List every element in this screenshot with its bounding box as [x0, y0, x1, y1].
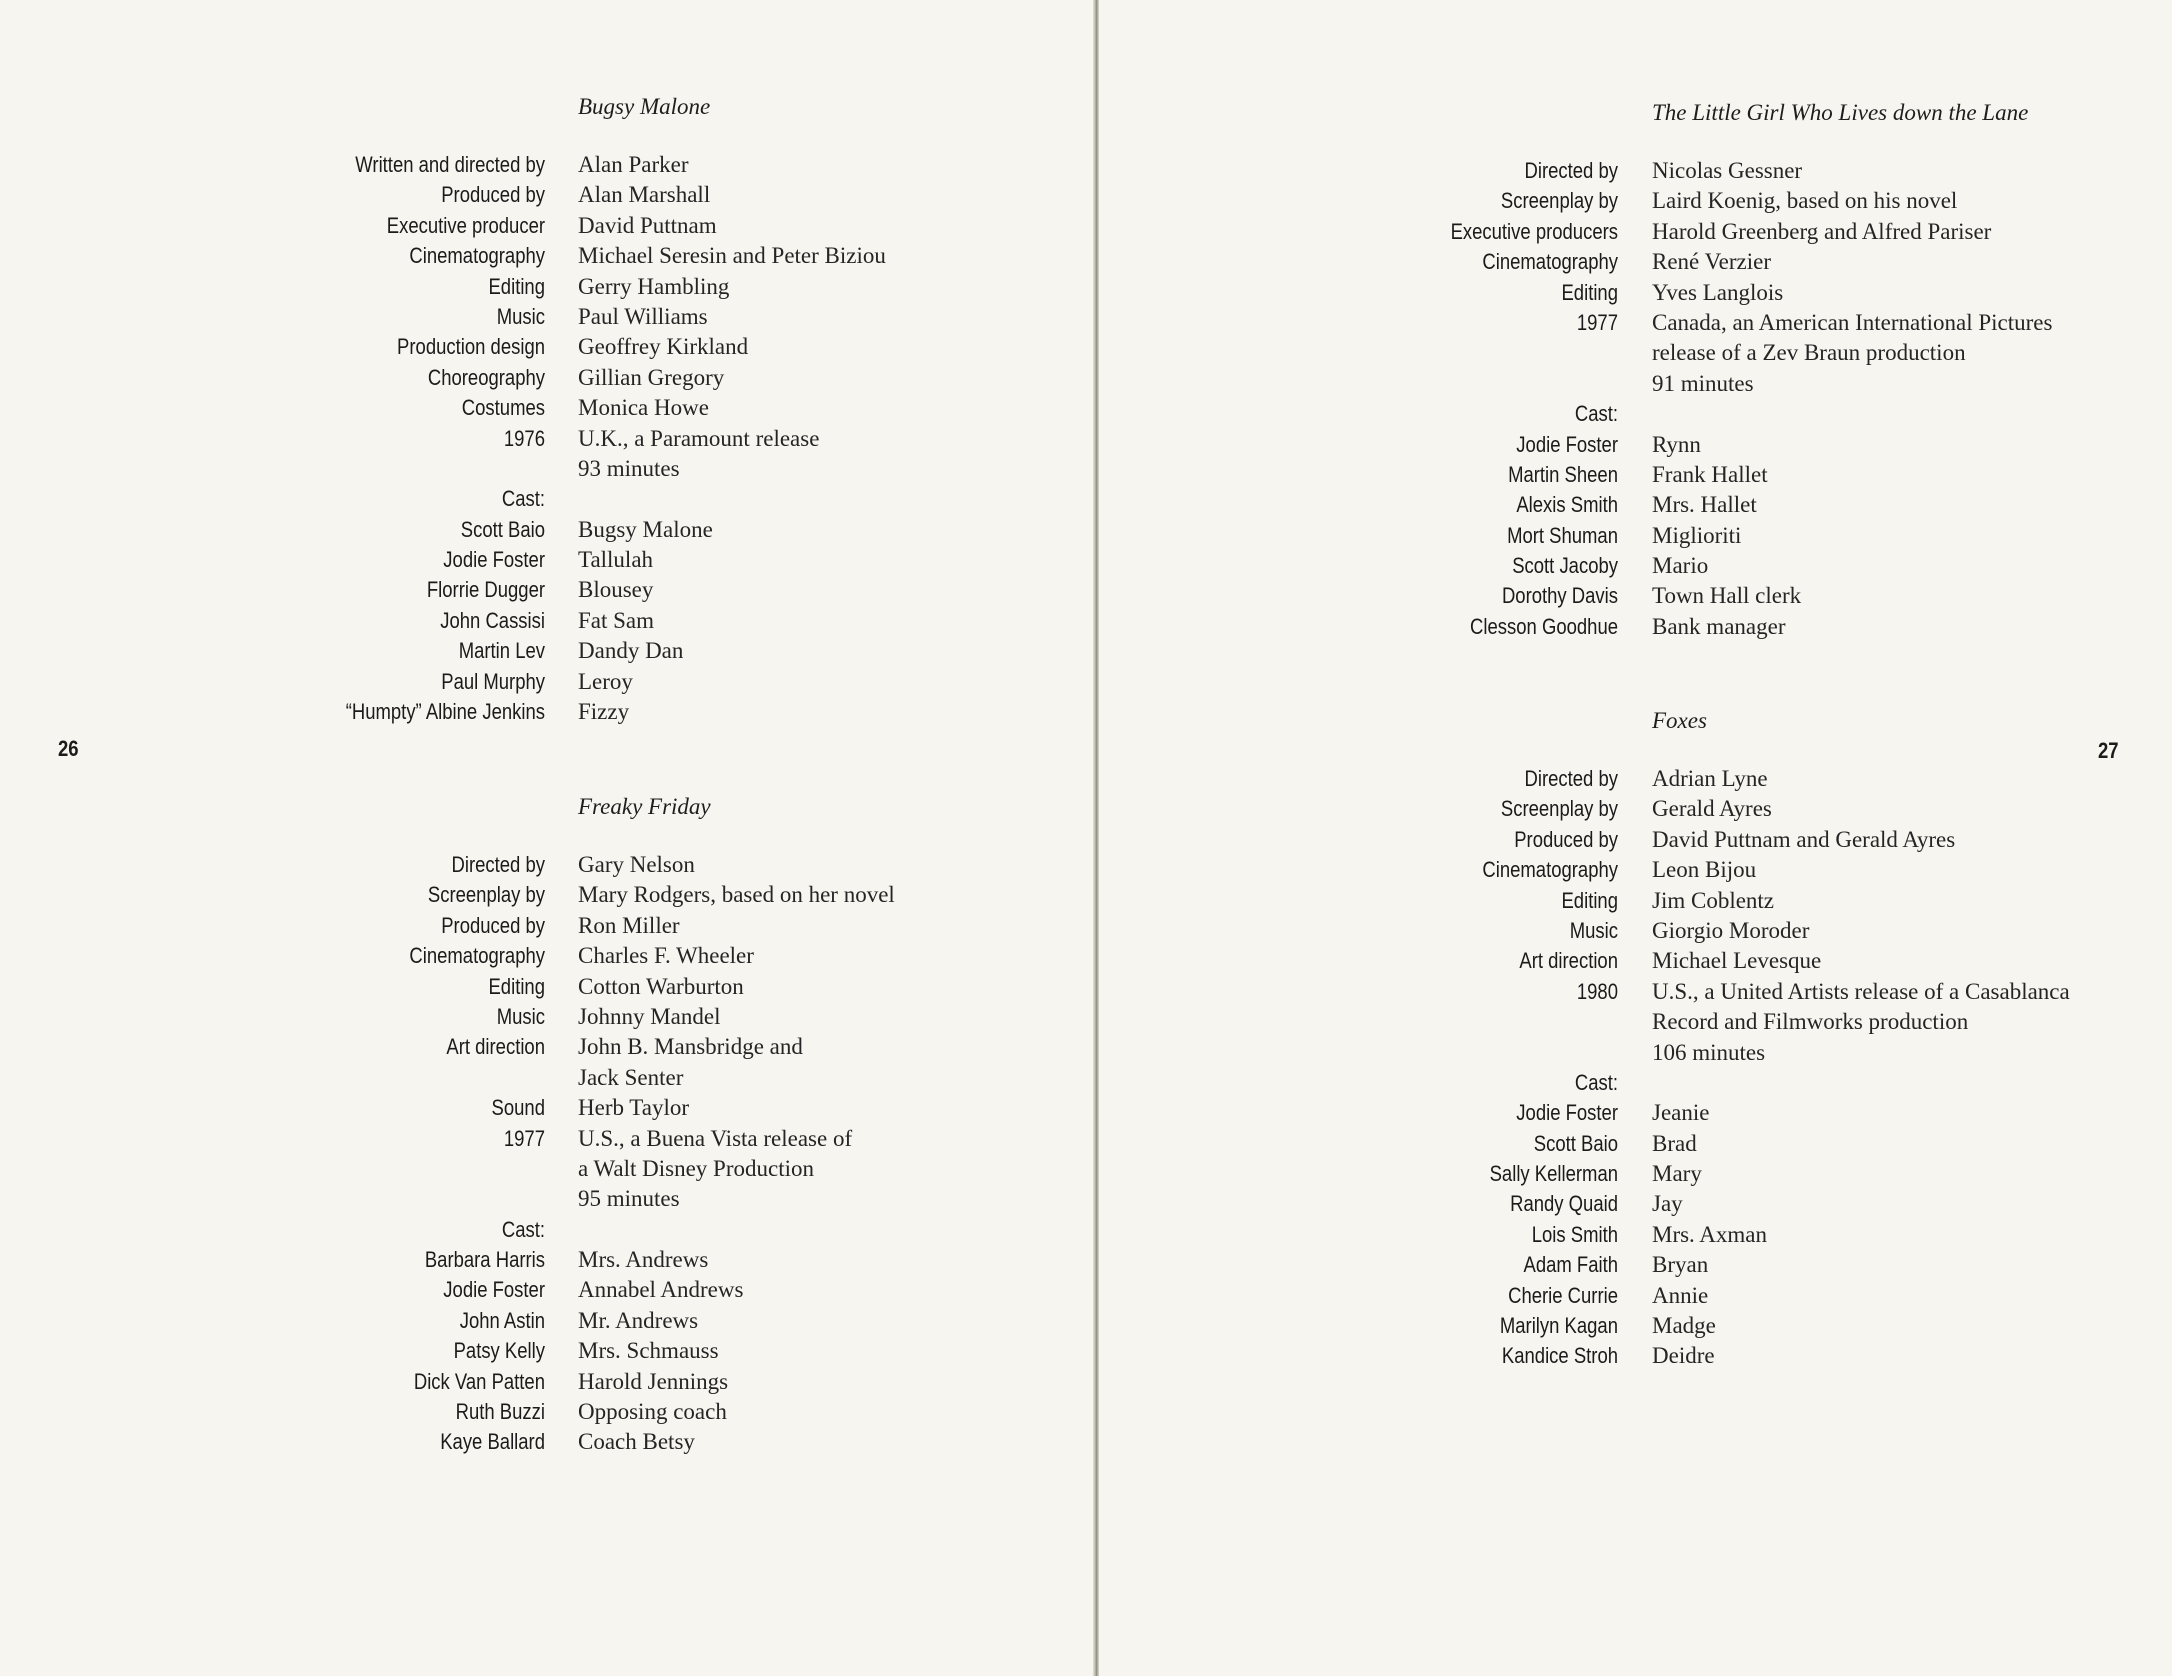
credit-value: Gerald Ayres	[1652, 796, 1772, 822]
credit-row	[280, 211, 886, 241]
credit-label: Choreography	[427, 364, 545, 390]
credit-row	[1075, 886, 2070, 916]
credit-value: Mrs. Axman	[1652, 1221, 1767, 1247]
credit-row	[280, 1336, 895, 1366]
credit-label: Production design	[397, 334, 545, 360]
credits-list	[1075, 156, 2052, 642]
credit-value: Coach Betsy	[578, 1429, 695, 1455]
credit-value: Record and Filmworks production	[1652, 1009, 1969, 1035]
credit-value: Miglioriti	[1652, 522, 1742, 548]
credit-row	[280, 880, 895, 910]
credit-label: Cast:	[1574, 1069, 1618, 1095]
credit-value: Rynn	[1652, 431, 1701, 457]
credit-value: Monica Howe	[578, 395, 709, 421]
film-title: Bugsy Malone	[578, 94, 711, 119]
credit-row	[1075, 186, 2052, 216]
credit-label: Jodie Foster	[443, 547, 545, 573]
credit-value: 95 minutes	[578, 1186, 680, 1212]
credit-label: 1977	[503, 1125, 545, 1151]
credit-value: 93 minutes	[578, 455, 680, 481]
credit-value: Mr. Andrews	[578, 1307, 699, 1333]
credit-label: Directed by	[1524, 766, 1618, 791]
credit-label: Cinematography	[409, 243, 545, 269]
film-bugsy-malone	[280, 92, 886, 727]
credit-value: Paul Williams	[578, 303, 708, 329]
credit-label: Ruth Buzzi	[455, 1399, 545, 1425]
film-title: The Little Girl Who Lives down the Lane	[1652, 100, 2029, 125]
credit-value: Bank manager	[1652, 613, 1786, 639]
credit-row	[1075, 1007, 2070, 1037]
credit-value: Dandy Dan	[578, 638, 684, 664]
credit-label: Editing	[488, 273, 545, 299]
credit-value: Nicolas Gessner	[1652, 158, 1803, 183]
credits-list	[1075, 764, 2070, 1372]
credit-value: Cotton Warburton	[578, 973, 744, 999]
credit-label: 1976	[503, 425, 545, 451]
credit-label: Screenplay by	[427, 882, 545, 908]
credit-row	[1075, 1281, 2070, 1311]
credit-row	[280, 302, 886, 332]
credit-row	[280, 454, 886, 484]
credit-value: Brad	[1652, 1130, 1697, 1156]
credit-label: John Cassisi	[440, 607, 545, 633]
credit-label: Jodie Foster	[1516, 1100, 1618, 1126]
credit-row	[1075, 308, 2052, 338]
credit-row	[280, 1002, 895, 1032]
credit-value: U.S., a Buena Vista release of	[578, 1125, 853, 1151]
film-title: Foxes	[1652, 708, 1707, 733]
credit-value: Bryan	[1652, 1252, 1709, 1278]
credit-row	[1075, 1220, 2070, 1250]
credit-row	[1075, 946, 2070, 976]
credit-label: Produced by	[1514, 826, 1618, 852]
credit-label	[322, 1154, 545, 1184]
page-number-right: 27	[2097, 738, 2119, 763]
credit-value: Ron Miller	[578, 912, 680, 938]
credit-row	[280, 1397, 895, 1427]
credit-row	[1075, 490, 2052, 520]
credit-value: Geoffrey Kirkland	[578, 334, 749, 360]
credit-label: Jodie Foster	[443, 1277, 545, 1303]
film-little-girl	[1075, 98, 2052, 642]
film-title: Freaky Friday	[578, 794, 711, 819]
credit-row	[1075, 1098, 2070, 1128]
credit-value: Mrs. Schmauss	[578, 1338, 719, 1364]
credit-value: Town Hall clerk	[1652, 583, 1802, 609]
credit-row	[280, 545, 886, 575]
credit-row	[280, 1063, 895, 1093]
credit-value: Michael Seresin and Peter Biziou	[578, 243, 886, 269]
credit-label: Paul Murphy	[441, 668, 545, 694]
credit-row	[1075, 612, 2052, 642]
credit-value: John B. Mansbridge and	[578, 1034, 803, 1060]
credit-label: Adam Faith	[1523, 1252, 1618, 1278]
credit-label	[1162, 338, 1618, 368]
credit-row	[280, 1427, 895, 1457]
credit-value: Johnny Mandel	[578, 1003, 721, 1029]
credit-label: Cast:	[501, 1216, 545, 1242]
credit-value: Annabel Andrews	[578, 1277, 744, 1303]
credit-label: Screenplay by	[1500, 188, 1618, 214]
credit-label: Alexis Smith	[1516, 492, 1618, 518]
credit-value: Jim Coblentz	[1652, 887, 1775, 913]
credit-label: Produced by	[441, 912, 545, 938]
credit-value: Jeanie	[1652, 1100, 1710, 1126]
credit-row	[280, 972, 895, 1002]
credit-label: Directed by	[1524, 158, 1618, 183]
credit-label	[322, 454, 545, 484]
credit-row	[1075, 794, 2070, 824]
credit-value: Leroy	[578, 668, 633, 694]
credit-row	[280, 363, 886, 393]
credit-row	[280, 911, 895, 941]
credit-label: Cinematography	[1482, 857, 1618, 883]
credit-label: Florrie Dugger	[426, 577, 545, 603]
credit-value: Madge	[1652, 1313, 1716, 1339]
credit-label: Scott Baio	[1533, 1130, 1618, 1156]
credit-row	[280, 484, 886, 514]
credit-value: Yves Langlois	[1652, 279, 1784, 305]
credit-value: Canada, an American International Pictures	[1652, 309, 2053, 335]
credit-row	[1075, 1311, 2070, 1341]
credit-label: Clesson Goodhue	[1470, 613, 1618, 639]
credit-row	[280, 1154, 895, 1184]
credit-value: David Puttnam	[578, 212, 717, 238]
credit-row	[280, 1184, 895, 1214]
credit-value: Opposing coach	[578, 1399, 727, 1425]
credit-row	[1075, 977, 2070, 1007]
credit-label: Scott Baio	[460, 516, 545, 542]
credit-value: Mary Rodgers, based on her novel	[578, 882, 895, 908]
credit-row	[1075, 399, 2052, 429]
credit-value: 91 minutes	[1652, 370, 1754, 396]
credit-value: Mario	[1652, 553, 1709, 579]
credit-label: Screenplay by	[1500, 796, 1618, 822]
credit-value: U.S., a United Artists release of a Casablanca	[1652, 978, 2070, 1004]
credit-value: Gerry Hambling	[578, 273, 730, 299]
credit-row	[1075, 521, 2052, 551]
credit-row	[280, 1306, 895, 1336]
credit-row	[1075, 247, 2052, 277]
credit-label	[322, 1063, 545, 1093]
credit-row	[1075, 916, 2070, 946]
film-foxes	[1075, 706, 2070, 1372]
credit-row	[280, 1215, 895, 1245]
credits-list	[280, 150, 886, 727]
credit-label: Music	[496, 1003, 545, 1029]
credit-row	[1075, 1250, 2070, 1280]
credit-label: Executive producers	[1450, 218, 1618, 244]
credit-row	[280, 575, 886, 605]
film-freaky-friday	[280, 792, 895, 1458]
credit-row	[1075, 764, 2070, 794]
credit-label: Editing	[1561, 887, 1618, 913]
credit-value: Tallulah	[578, 547, 654, 573]
credit-label: Music	[496, 303, 545, 329]
credit-label	[1162, 1007, 1618, 1037]
credit-label: “Humpty” Albine Jenkins	[345, 699, 545, 725]
credit-label: Executive producer	[386, 212, 545, 238]
credit-label: Editing	[488, 973, 545, 999]
credit-label: Kandice Stroh	[1501, 1343, 1618, 1369]
credit-label: Marilyn Kagan	[1499, 1313, 1618, 1339]
credit-label: Directed by	[451, 852, 545, 877]
credit-value: Adrian Lyne	[1652, 766, 1768, 791]
credit-label: Dick Van Patten	[413, 1368, 545, 1394]
credit-label: Art direction	[1519, 948, 1618, 974]
credit-value: Mrs. Andrews	[578, 1247, 709, 1273]
credit-row	[1075, 217, 2052, 247]
credit-row	[1075, 430, 2052, 460]
credit-row	[280, 1032, 895, 1062]
credit-label: Randy Quaid	[1510, 1191, 1618, 1217]
credit-row	[280, 1245, 895, 1275]
credit-value: David Puttnam and Gerald Ayres	[1652, 826, 1956, 852]
page-number-left: 26	[57, 736, 79, 761]
credit-label: Costumes	[461, 395, 545, 421]
credit-value: Annie	[1652, 1282, 1709, 1308]
credit-row	[1075, 278, 2052, 308]
credit-value: Blousey	[578, 577, 654, 603]
credit-label	[322, 1184, 545, 1214]
credit-value: 106 minutes	[1652, 1039, 1766, 1065]
credit-label: Cast:	[501, 486, 545, 512]
credit-label: Editing	[1561, 279, 1618, 305]
credit-row	[280, 241, 886, 271]
credit-row	[280, 150, 886, 180]
credit-label: Jodie Foster	[1516, 431, 1618, 457]
credit-label: Written and directed by	[355, 152, 545, 177]
credit-row	[280, 1275, 895, 1305]
credit-row	[280, 332, 886, 362]
credit-row	[280, 606, 886, 636]
credit-row	[1075, 1068, 2070, 1098]
credit-label: Barbara Harris	[424, 1247, 545, 1273]
credit-row	[1075, 156, 2052, 186]
credit-label: Cinematography	[1482, 249, 1618, 275]
credit-value: Giorgio Moroder	[1652, 917, 1810, 943]
credit-value: Deidre	[1652, 1343, 1715, 1369]
credit-value: Laird Koenig, based on his novel	[1652, 188, 1958, 214]
credit-row	[280, 697, 886, 727]
credit-row	[1075, 338, 2052, 368]
credit-value: release of a Zev Braun production	[1652, 340, 1966, 366]
credit-label: Cherie Currie	[1508, 1282, 1618, 1308]
credit-row	[280, 636, 886, 666]
credit-label: Lois Smith	[1531, 1221, 1618, 1247]
credit-value: Gary Nelson	[578, 852, 695, 877]
credit-label: Sally Kellerman	[1489, 1161, 1618, 1187]
credit-value: Harold Jennings	[578, 1368, 729, 1394]
credit-value: Leon Bijou	[1652, 857, 1757, 883]
credit-row	[1075, 825, 2070, 855]
credit-label: Mort Shuman	[1507, 522, 1618, 548]
credit-row	[280, 1367, 895, 1397]
credit-value: Jack Senter	[578, 1064, 684, 1090]
credits-list	[280, 850, 895, 1458]
credit-value: Fizzy	[578, 699, 630, 725]
credit-row	[1075, 369, 2052, 399]
credit-label: Cast:	[1574, 401, 1618, 427]
credit-row	[280, 180, 886, 210]
credit-value: Frank Hallet	[1652, 461, 1768, 487]
credit-label: Scott Jacoby	[1512, 553, 1618, 579]
credit-value: Bugsy Malone	[578, 516, 713, 542]
credit-row	[280, 667, 886, 697]
credit-row	[280, 272, 886, 302]
credit-row	[1075, 1159, 2070, 1189]
credit-value: Michael Levesque	[1652, 948, 1822, 974]
credit-row	[1075, 1341, 2070, 1371]
credit-row	[280, 1093, 895, 1123]
credit-value: Charles F. Wheeler	[578, 943, 754, 969]
credit-label: Martin Sheen	[1508, 461, 1618, 487]
credit-label: 1980	[1576, 978, 1618, 1004]
credit-row	[280, 941, 895, 971]
credit-label: Sound	[491, 1095, 545, 1121]
credit-row	[1075, 855, 2070, 885]
credit-row	[1075, 1038, 2070, 1068]
credit-value: a Walt Disney Production	[578, 1155, 814, 1181]
credit-value: Mary	[1652, 1161, 1702, 1187]
credit-value: Herb Taylor	[578, 1095, 690, 1121]
credit-label: Martin Lev	[458, 638, 545, 664]
credit-label: Dorothy Davis	[1501, 583, 1618, 609]
credit-row	[1075, 460, 2052, 490]
credit-label: 1977	[1576, 309, 1618, 335]
credit-value: U.K., a Paramount release	[578, 425, 820, 451]
credit-value: René Verzier	[1652, 249, 1771, 275]
credit-label: Music	[1569, 917, 1618, 943]
credit-row	[1075, 1189, 2070, 1219]
credit-value: Gillian Gregory	[578, 364, 725, 390]
credit-label: Cinematography	[409, 943, 545, 969]
credit-row	[1075, 1129, 2070, 1159]
credit-row	[280, 424, 886, 454]
credit-row	[1075, 581, 2052, 611]
credit-label	[1162, 369, 1618, 399]
credit-label	[1162, 1038, 1618, 1068]
credit-label: Produced by	[441, 182, 545, 208]
credit-value: Mrs. Hallet	[1652, 492, 1757, 518]
credit-row	[1075, 551, 2052, 581]
credit-value: Alan Parker	[578, 152, 689, 177]
credit-label: Kaye Ballard	[440, 1429, 545, 1455]
credit-value: Harold Greenberg and Alfred Pariser	[1652, 218, 1992, 244]
credit-label: John Astin	[459, 1307, 545, 1333]
credit-row	[280, 1124, 895, 1154]
credit-value: Fat Sam	[578, 607, 655, 633]
credit-value: Jay	[1652, 1191, 1683, 1217]
credit-row	[280, 850, 895, 880]
credit-row	[280, 393, 886, 423]
credit-row	[280, 515, 886, 545]
credit-label: Art direction	[446, 1034, 545, 1060]
credit-value: Alan Marshall	[578, 182, 711, 208]
credit-label: Patsy Kelly	[453, 1338, 545, 1364]
